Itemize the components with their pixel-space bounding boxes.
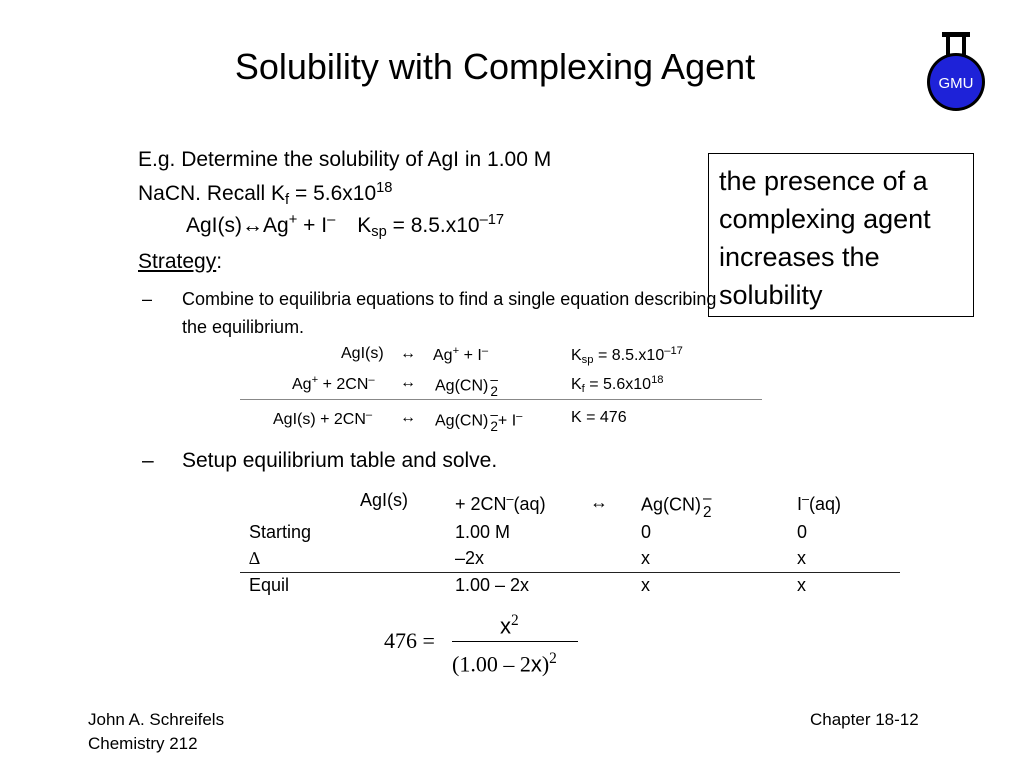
footer-author-name: John A. Schreifels <box>88 710 225 729</box>
bullet-dash: – <box>142 449 154 472</box>
eq3-arrow: ↔ <box>400 409 416 426</box>
footer-chapter: Chapter 18-12 <box>810 710 919 729</box>
table-cell-agcn: x <box>641 575 650 595</box>
eq1-i-charge: – <box>481 345 489 357</box>
rxn-ag-charge: + <box>288 212 298 228</box>
table-row-label: Starting <box>249 522 312 542</box>
rxn-ksp-value: = 8.5.x10 <box>386 214 480 238</box>
eq2-lhs <box>292 374 375 394</box>
dissolution-reaction <box>186 212 504 240</box>
eq3-reactants: AgI(s) + 2CN <box>273 411 366 429</box>
callout-box: the presence of a complexing agent increases the solubility <box>708 153 974 317</box>
flask-icon <box>926 30 990 112</box>
denominator-x: x <box>530 651 542 677</box>
kf-exp: 18 <box>376 180 393 196</box>
eq1-ag: Ag <box>433 347 453 365</box>
fraction-bar <box>452 641 578 642</box>
rxn-iodide: + I <box>297 214 328 238</box>
ice-header-agcn-charge: – <box>703 490 712 507</box>
logo-text: GMU <box>938 75 974 92</box>
ice-header-cn-b: (aq) <box>513 493 546 514</box>
ice-header-agcn-count: 2 <box>703 503 712 521</box>
table-cell-i: x <box>797 548 806 568</box>
eq2-cn: + 2CN <box>318 376 369 394</box>
equilibrium-arrow: ↔ <box>242 214 264 238</box>
ice-header-cn-charge: – <box>506 492 514 506</box>
slide-title: Solubility with Complexing Agent <box>234 46 756 87</box>
denominator-b: ) <box>541 651 550 677</box>
ice-header-agcn <box>641 492 712 520</box>
eq2-cn-charge: – <box>368 374 375 386</box>
eq3-count: 2 <box>490 419 498 435</box>
ice-header-agcn-stack <box>703 492 712 520</box>
eq1-k-val: = 8.5.x10 <box>593 347 665 365</box>
ice-header-cn-a: + 2CN <box>455 493 507 514</box>
strategy-heading <box>138 250 222 274</box>
strategy-label: Strategy <box>138 250 217 273</box>
table-row-label: Equil <box>249 575 290 595</box>
eq3-i-charge: – <box>516 410 523 423</box>
eq1-arrow: ↔ <box>400 345 416 362</box>
eq3-i: + I <box>497 412 517 430</box>
table-cell-agcn: x <box>641 548 650 568</box>
kf-value: = 5.6x10 <box>289 182 377 206</box>
table-cell-i: 0 <box>797 522 808 542</box>
ice-header-i-charge: – <box>802 492 810 506</box>
eq3-lhs <box>273 409 372 429</box>
eq1-rhs <box>433 345 488 365</box>
eq2-arrow: ↔ <box>400 374 416 391</box>
ice-header-i-a: I <box>797 493 803 514</box>
bullet-dash: – <box>142 289 153 309</box>
eq3-charge: – <box>490 407 498 422</box>
eq2-count: 2 <box>490 384 498 400</box>
ice-header-cn <box>455 492 546 515</box>
numerator-x: x <box>500 613 511 639</box>
footer-course: Chemistry 212 <box>88 734 198 753</box>
eq1-k-letter: K <box>571 347 582 365</box>
eq2-k-letter: K <box>571 376 582 394</box>
eq3-agcn: Ag(CN) <box>435 412 489 430</box>
bullet-2 <box>142 449 782 473</box>
table-cell-cn: –2x <box>455 548 485 568</box>
eq2-rhs <box>435 374 498 398</box>
table-cell-cn: 1.00 M <box>455 522 511 542</box>
eq3-cn-charge: – <box>365 409 373 421</box>
table-cell-agcn: 0 <box>641 522 652 542</box>
eq2-k-sub: f <box>581 382 585 395</box>
footer-author <box>88 708 224 756</box>
eq2-k-exp: 18 <box>651 374 664 386</box>
bullet-2-text: Setup equilibrium table and solve. <box>182 449 498 472</box>
eq2-k <box>571 374 664 395</box>
eq2-charge: – <box>490 372 498 387</box>
eq1-i: + I <box>459 347 482 365</box>
ice-header-agi: AgI(s) <box>360 490 409 510</box>
table-divider <box>240 572 900 573</box>
expression-denominator <box>452 650 557 677</box>
eq2-stack <box>490 374 498 398</box>
bullet-1-text: Combine to equilibria equations to find a single equation describing the equilibrium. <box>182 289 717 337</box>
rxn-i-charge: – <box>327 212 336 228</box>
bullet-1 <box>142 285 722 341</box>
ice-header-arrow: ↔ <box>590 492 608 512</box>
gmu-flask-logo <box>926 30 990 112</box>
expression-numerator <box>500 612 519 639</box>
ice-header-i-b: (aq) <box>809 493 842 514</box>
table-cell-i: x <box>797 575 806 595</box>
numerator-exp: 2 <box>511 612 519 629</box>
denominator-exp: 2 <box>549 650 557 667</box>
eq1-k <box>571 345 683 366</box>
eq2-agcn: Ag(CN) <box>435 377 489 395</box>
rxn-k: K <box>357 214 372 238</box>
rxn-ksp-exp: –17 <box>479 212 505 228</box>
eq2-k-val: = 5.6x10 <box>584 376 652 394</box>
intro-line-2 <box>138 174 551 214</box>
eq3-stack <box>490 409 498 433</box>
eq1-lhs: AgI(s) <box>341 345 384 362</box>
eq2-ag: Ag <box>292 376 312 394</box>
table-cell-cn: 1.00 – 2x <box>455 575 530 595</box>
eq1-k-exp: –17 <box>664 345 683 357</box>
table-row-label: ∆ <box>249 548 261 568</box>
intro-text <box>138 146 551 214</box>
strategy-colon: : <box>216 250 223 273</box>
intro-line-1: E.g. Determine the solubility of AgI in 1.00 M <box>138 148 552 171</box>
eq2-ag-charge: + <box>311 374 319 386</box>
ice-header-agcn-a: Ag(CN) <box>641 494 702 515</box>
ice-header-i <box>797 492 841 515</box>
kf-sub: f <box>285 191 290 208</box>
eq1-k-sub: sp <box>581 353 594 366</box>
intro-recall: NaCN. Recall K <box>138 182 286 206</box>
rxn-ag: Ag <box>263 214 289 238</box>
expression-lhs: 476 = <box>384 628 435 653</box>
rxn-lhs: AgI(s) <box>186 214 243 238</box>
eq1-ag-charge: + <box>452 345 460 357</box>
denominator-a: (1.00 – 2 <box>452 651 531 677</box>
equation-sum-line <box>240 399 762 400</box>
rxn-ksp-sub: sp <box>371 223 387 240</box>
eq3-rhs <box>435 409 522 433</box>
eq3-k: K = 476 <box>571 409 627 426</box>
